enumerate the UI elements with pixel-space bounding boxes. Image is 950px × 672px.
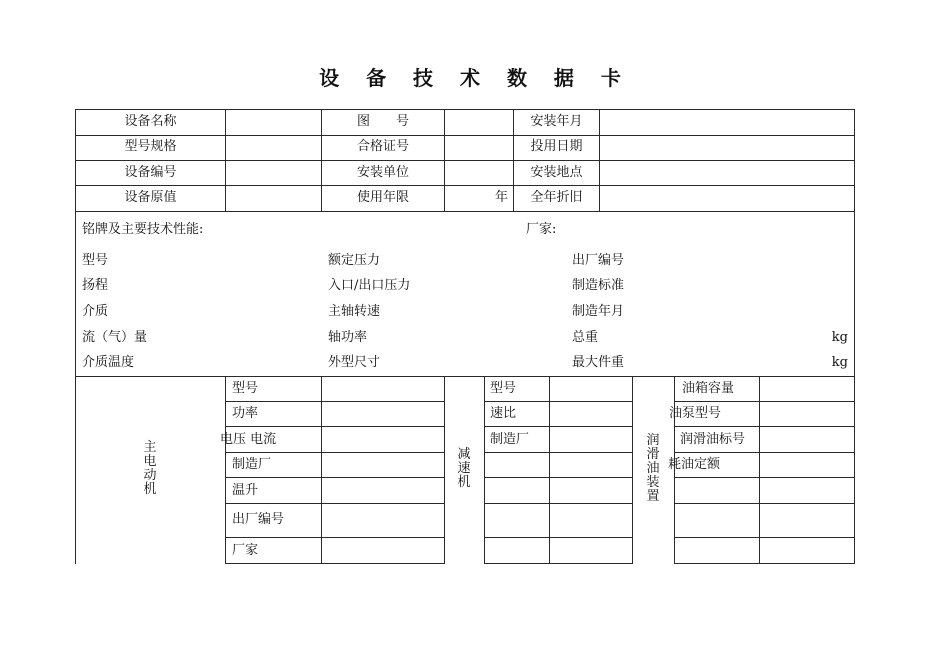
perf-medium-temp: 介质温度	[82, 355, 135, 370]
reducer-manufacturer: 制造厂	[490, 432, 530, 447]
perf-dimensions: 外型尺寸	[328, 355, 381, 370]
perf-standard: 制造标准	[572, 278, 625, 293]
label-annual-depreciation: 全年折旧	[530, 190, 583, 205]
motor-manufacturer: 制造厂	[232, 457, 272, 472]
perf-manufacture-date: 制造年月	[572, 304, 625, 319]
motor-maker: 厂家	[232, 543, 259, 558]
perf-heading: 铭牌及主要技术性能:	[82, 222, 204, 237]
label-drawing-no: 图 号	[356, 114, 409, 129]
label-equipment-name: 设备名称	[124, 114, 177, 129]
perf-model: 型号	[82, 253, 109, 268]
unit-max-weight: kg	[831, 355, 848, 370]
label-install-location: 安装地点	[530, 165, 583, 180]
motor-temp-rise: 温升	[232, 483, 259, 498]
label-model-spec: 型号规格	[124, 139, 177, 154]
perf-head: 扬程	[82, 278, 109, 293]
reducer-ratio: 速比	[490, 406, 517, 421]
motor-section-label: 主电动机	[143, 440, 157, 497]
perf-rated-pressure: 额定压力	[328, 253, 381, 268]
label-service-life: 使用年限	[356, 190, 409, 205]
reducer-section-label: 减速机	[457, 447, 471, 490]
perf-flow: 流（气）量	[82, 330, 148, 345]
label-certificate-no: 合格证号	[356, 139, 409, 154]
motor-power: 功率	[232, 406, 259, 421]
lube-tank-capacity: 油箱容量	[682, 381, 735, 396]
unit-total-weight: kg	[831, 330, 848, 345]
perf-shaft-speed: 主轴转速	[328, 304, 381, 319]
motor-serial-no: 出厂编号	[232, 512, 285, 527]
perf-max-part-weight: 最大件重	[572, 355, 625, 370]
label-commission-date: 投用日期	[530, 139, 583, 154]
perf-medium: 介质	[82, 304, 109, 319]
page-title: 设 备 技 术 数 据 卡	[319, 66, 631, 90]
perf-total-weight: 总重	[572, 330, 599, 345]
reducer-model: 型号	[490, 381, 517, 396]
motor-model: 型号	[232, 381, 259, 396]
lube-consumption-quota: 耗油定额	[668, 457, 721, 472]
perf-serial-no: 出厂编号	[572, 253, 625, 268]
label-install-unit: 安装单位	[356, 165, 409, 180]
lube-section-label: 润滑油装置	[646, 433, 660, 504]
perf-shaft-power: 轴功率	[328, 330, 368, 345]
label-install-date: 安装年月	[530, 114, 583, 129]
motor-voltage-current: 电压 电流	[220, 432, 277, 447]
perf-inlet-outlet-pressure: 入口/出口压力	[328, 278, 411, 293]
lube-oil-grade: 润滑油标号	[680, 432, 746, 447]
label-years-unit: 年	[494, 190, 508, 205]
label-equipment-no: 设备编号	[124, 165, 177, 180]
lube-pump-model: 油泵型号	[669, 406, 722, 421]
label-original-value: 设备原值	[124, 190, 177, 205]
perf-manufacturer: 厂家:	[526, 222, 557, 237]
